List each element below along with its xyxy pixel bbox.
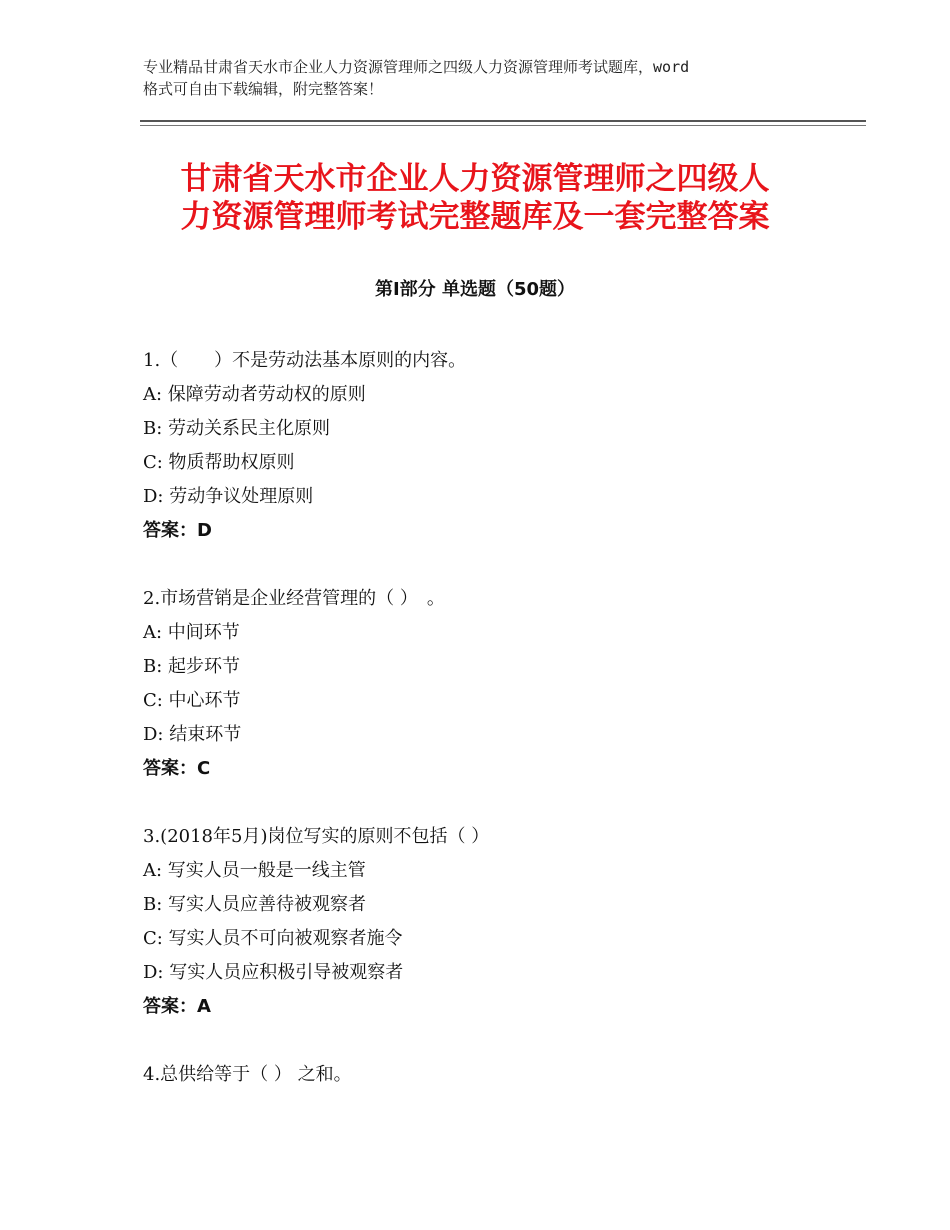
question-list <box>143 344 823 1126</box>
question-stem: 4.总供给等于（ ） 之和。 <box>143 1064 352 1085</box>
answer: 答案：C <box>143 758 211 779</box>
option-a: A: 中间环节 <box>143 622 240 643</box>
question-stem: 3.(2018年5月)岗位写实的原则不包括（ ） <box>143 826 490 847</box>
document-title-line-1: 甘肃省天水市企业人力资源管理师之四级人 <box>180 161 770 197</box>
option-d: D: 劳动争议处理原则 <box>143 486 314 507</box>
option-d: D: 结束环节 <box>143 724 242 745</box>
option-b: B: 起步环节 <box>143 656 241 677</box>
header-note-line-2: 格式可自由下载编辑，附完整答案！ <box>143 80 384 98</box>
option-b: B: 劳动关系民主化原则 <box>143 418 331 439</box>
question-3 <box>143 820 823 1024</box>
option-d: D: 写实人员应积极引导被观察者 <box>143 962 404 983</box>
answer: 答案：A <box>143 996 211 1017</box>
option-c: C: 物质帮助权原则 <box>143 452 295 473</box>
header-note <box>143 56 823 100</box>
question-stem: 1.（ ）不是劳动法基本原则的内容。 <box>143 350 467 371</box>
document-title <box>140 160 810 236</box>
option-c: C: 中心环节 <box>143 690 241 711</box>
option-a: A: 保障劳动者劳动权的原则 <box>143 384 366 405</box>
option-a: A: 写实人员一般是一线主管 <box>143 860 366 881</box>
document-title-line-2: 力资源管理师考试完整题库及一套完整答案 <box>180 199 770 235</box>
question-1 <box>143 344 823 548</box>
header-divider-thin <box>140 125 866 126</box>
option-b: B: 写实人员应善待被观察者 <box>143 894 367 915</box>
header-note-line-1: 专业精品甘肃省天水市企业人力资源管理师之四级人力资源管理师考试题库，word <box>143 58 690 76</box>
section-title: 第Ⅰ部分 单选题（50题） <box>374 279 575 300</box>
question-stem: 2.市场营销是企业经营管理的（ ） 。 <box>143 588 445 609</box>
question-4 <box>143 1058 823 1092</box>
answer: 答案：D <box>143 520 212 541</box>
header-divider-thick <box>140 120 866 122</box>
question-2 <box>143 582 823 786</box>
option-c: C: 写实人员不可向被观察者施令 <box>143 928 403 949</box>
